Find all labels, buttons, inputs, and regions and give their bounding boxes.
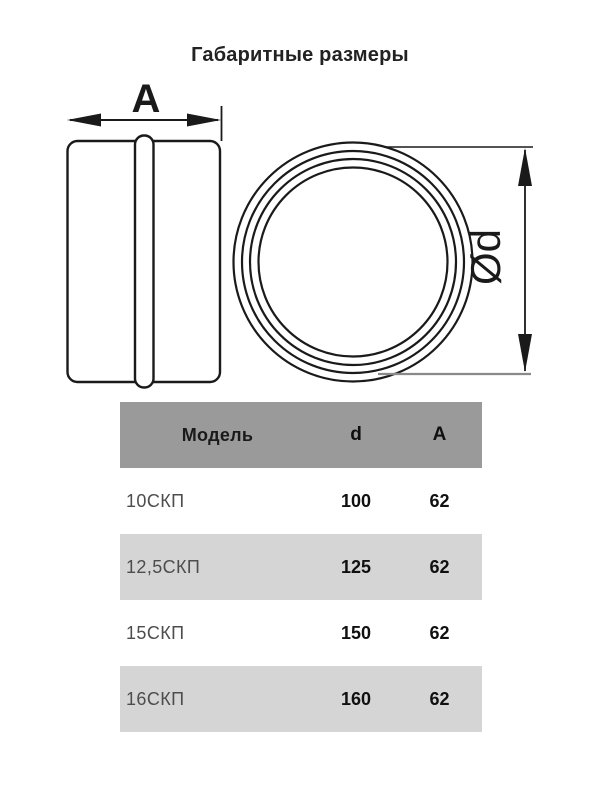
- cell-a: 62: [429, 556, 450, 577]
- front-view: [234, 143, 473, 382]
- cell-d: 160: [340, 688, 372, 709]
- table-header-row: [120, 402, 482, 468]
- diameter-label: Ød: [462, 228, 509, 286]
- table-row: [120, 534, 482, 600]
- cell-d: 150: [340, 622, 372, 643]
- table-row: [120, 666, 482, 732]
- page-title: Габаритные размеры: [191, 44, 409, 66]
- cell-d: 125: [340, 556, 372, 577]
- cell-model: 16СКП: [126, 688, 185, 709]
- width-label: A: [131, 77, 161, 121]
- cell-a: 62: [429, 622, 450, 643]
- table-row: [120, 600, 482, 666]
- header-model: Модель: [181, 424, 254, 445]
- cell-model: 10СКП: [126, 490, 185, 511]
- table-row: [120, 468, 482, 534]
- cell-model: 15СКП: [126, 622, 185, 643]
- header-a: A: [432, 424, 447, 445]
- header-d: d: [350, 424, 362, 445]
- dimension-width-a: [67, 77, 222, 141]
- dimensions-table: [120, 402, 482, 732]
- cell-a: 62: [429, 490, 450, 511]
- side-view: [68, 136, 221, 388]
- cell-a: 62: [429, 688, 450, 709]
- cell-model: 12,5СКП: [126, 556, 201, 577]
- cell-d: 100: [340, 490, 372, 511]
